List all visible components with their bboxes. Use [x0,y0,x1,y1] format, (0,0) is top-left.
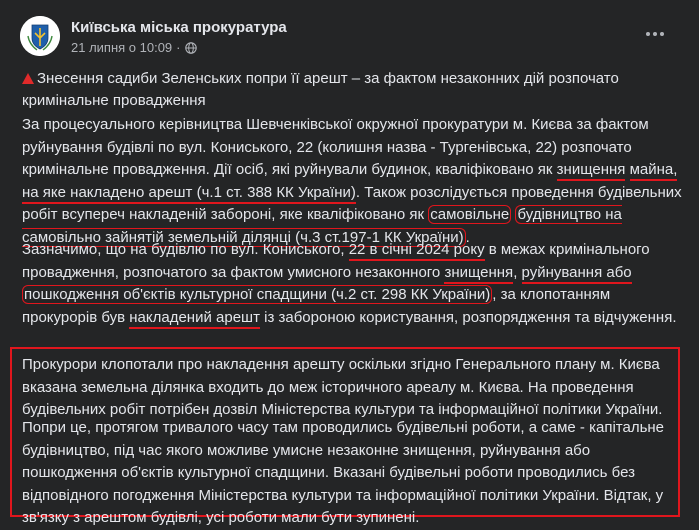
p2-boxed-article-298: пошкодження об'єктів культурної спадщини (ч.2 ст. 298 КК України) [24,286,491,303]
p1-underlined-destruction: знищення [557,161,626,181]
more-dots-icon [646,32,650,36]
paragraph-2 [22,239,682,329]
paragraph-1 [22,114,682,249]
p1-space [625,161,629,178]
paragraph-3: Прокурори клопотали про накладення арешту оскільки згідно Генерального плану м. Києва вказана земельна ділянка входить до меж історичного ареалу м. Києва. На проведення будівельних робіт потрібен дозвіл Міністерства культури та інформаційної політики України. [22,356,663,418]
p1-text-2: . Також розслідується проведення будівельних робіт всупереч накладеній забороні, яке кваліфіковано як [22,183,682,223]
p1-boxed-self-willed: самовільне [430,206,510,223]
p1-text: За процесуального керівництва Шевченківської окружної прокуратури м. Києва за фактом руйнування будівлі по вул. Кониського, 22 (колишня назва - Тургенівська, 22) розпочато кримінальне провадження. Дії осіб, які руйнували будинок, кваліфіковано як [22,116,649,178]
p2-comma: , [513,263,522,281]
p2-text-2: в межах кримінального провадження, розпочатого за фактом умисного незаконного [22,241,650,281]
p2-underlined-arrest: накладений арешт [129,309,260,329]
page-name[interactable]: Київська міська прокуратура [71,19,287,36]
p2-text: Зазначимо, що на будівлю по вул. Кониського, [22,241,349,258]
paragraph-4: Попри це, протягом тривалого часу там проводились будівельні роботи, а саме - капітальне будівництво, під час якого можливе умисне незаконне знищення, руйнування або пошкодження об'єктів культурної спадщини. Вказані будівельні роботи проводились без відповідного погодження Міністерства культури та інформаційної політики України. Відтак, у зв'язку з арештом будівлі, усі роботи мали бути зупинені. [22,419,665,526]
p2-underlined-ruin: руйнування або [522,264,632,284]
more-dots-icon [660,32,664,36]
p2-underlined-destruction: знищення [444,264,513,284]
post-headline [22,68,682,112]
more-dots-icon [653,32,657,36]
post-options-button[interactable] [640,22,670,46]
prosecutor-emblem-icon [20,16,60,56]
post-date[interactable]: 21 липня о 10:09 [71,40,173,55]
p1-end: . [465,228,470,246]
red-triangle-icon [22,73,34,84]
p2-underlined-date: 22 в січні 2024 року [349,241,485,261]
p1-underlined-article-388: майна, на яке накладено арешт (ч.1 ст. 388 КК України) [22,161,677,204]
post-meta [71,40,197,55]
page-avatar[interactable] [20,16,60,56]
headline-text: Знесення садиби Зеленських попри її арешт – за фактом незаконних дій розпочато кримінальне провадження [22,70,619,109]
p1-boxed-article-197: будівництво на самовільно зайнятій земельній ділянці (ч.3 ст.197-1 КК України) [22,206,622,246]
p2-text-4: із забороною користування, розпорядження та відчуження. [259,308,677,326]
meta-separator: · [176,40,181,55]
p2-text-3: , за клопотанням прокурорів був [22,286,611,326]
globe-icon [185,42,197,54]
